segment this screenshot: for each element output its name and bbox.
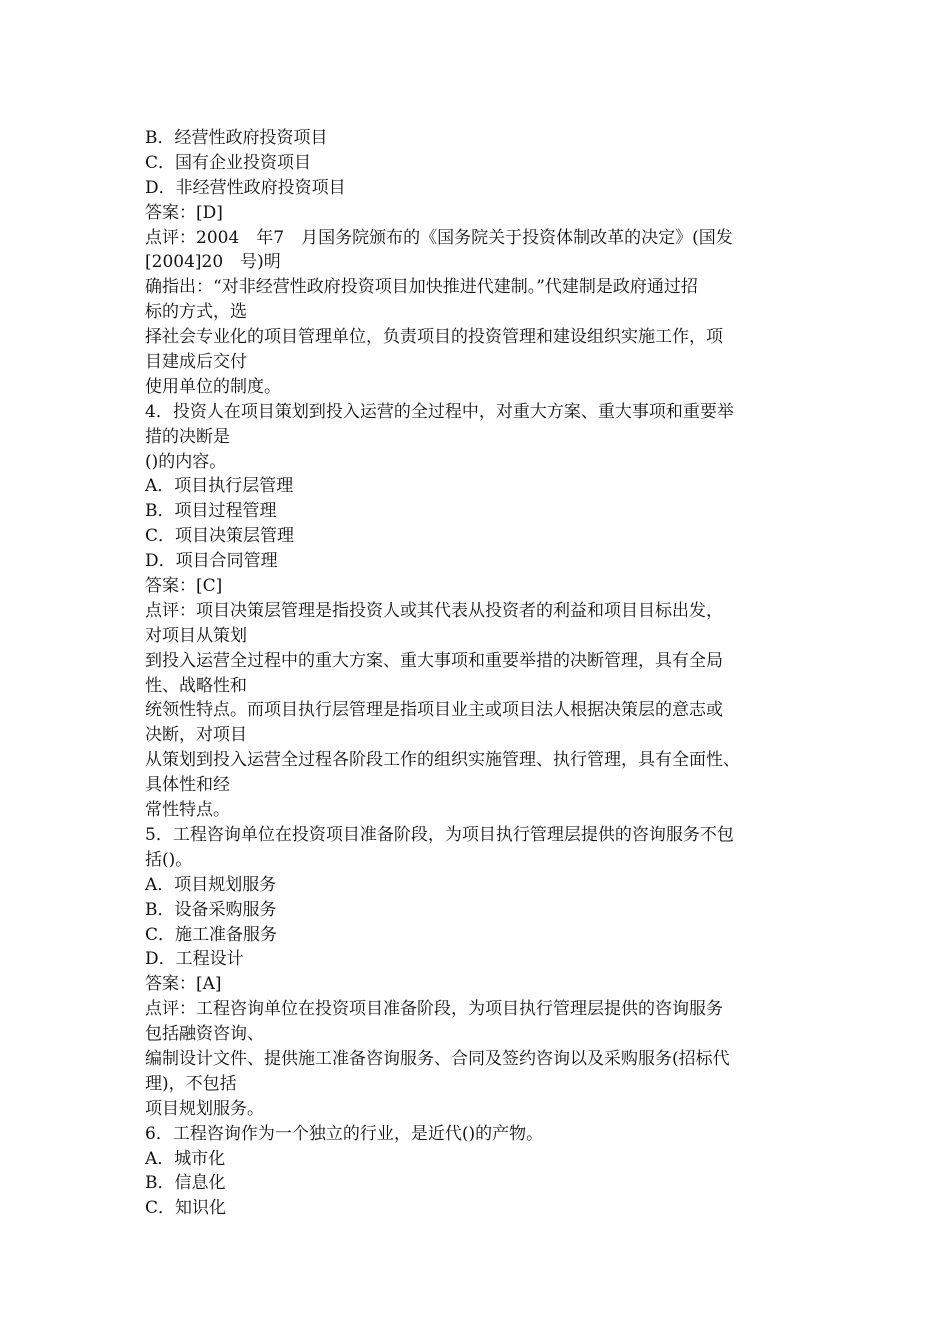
comment-line: 统领性特点。而项目执行层管理是指项目业主或项目法人根据决策层的意志或 (145, 700, 723, 721)
option-d: D．工程设计 (145, 949, 244, 970)
comment-line: 点评：工程咨询单位在投资项目准备阶段，为项目执行管理层提供的咨询服务 (145, 999, 723, 1020)
comment-line: 到投入运营全过程中的重大方案、重大事项和重要举措的决断管理，具有全局 (145, 650, 723, 671)
comment-line: 常性特点。 (145, 800, 230, 821)
option-d: D．非经营性政府投资项目 (145, 177, 346, 198)
option-d: D．项目合同管理 (145, 551, 278, 572)
option-a: A．项目执行层管理 (145, 476, 294, 497)
comment-line: 项目规划服务。 (145, 1098, 264, 1119)
comment-line: 确指出：“对非经营性政府投资项目加快推进代建制。”代建制是政府通过招 (145, 277, 698, 298)
comment-line: 点评：2004 年7 月国务院颁布的《国务院关于投资体制改革的决定》(国发 (145, 227, 733, 248)
option-c: C．国有企业投资项目 (145, 152, 312, 173)
option-c: C．施工准备服务 (145, 924, 278, 945)
comment-line: 目建成后交付 (145, 352, 247, 373)
question-4: 4．投资人在项目策划到投入运营的全过程中，对重大方案、重大事项和重要举 (145, 401, 734, 422)
option-b: B．经营性政府投资项目 (145, 128, 328, 148)
comment-line: 从策划到投入运营全过程各阶段工作的组织实施管理、执行管理，具有全面性、 (145, 750, 740, 771)
comment-line: 择社会专业化的项目管理单位，负责项目的投资管理和建设组织实施工作，项 (145, 327, 723, 348)
comment-line: 理)，不包括 (145, 1073, 237, 1094)
question-6: 6．工程咨询作为一个独立的行业，是近代()的产物。 (145, 1123, 544, 1144)
option-c: C．项目决策层管理 (145, 526, 295, 547)
comment-line: 编制设计文件、提供施工准备咨询服务、合同及签约咨询以及采购服务(招标代 (145, 1048, 730, 1069)
answer-line: 答案：[D] (145, 202, 223, 223)
comment-line: 对项目从策划 (145, 625, 247, 646)
option-b: B．设备采购服务 (145, 899, 277, 920)
comment-line: 点评：项目决策层管理是指投资人或其代表从投资者的利益和项目目标出发， (145, 600, 723, 621)
comment-line: 包括融资咨询、 (145, 1024, 264, 1045)
comment-line: 性、战略性和 (145, 675, 247, 696)
document-page (145, 126, 825, 1221)
option-a: A．项目规划服务 (145, 874, 277, 895)
comment-line: 决断，对项目 (145, 725, 247, 746)
option-a: A．城市化 (145, 1148, 226, 1169)
comment-line: [2004]20 号)明 (145, 252, 281, 273)
comment-line: 标的方式，选 (145, 302, 247, 323)
question-5-cont: 括()。 (145, 849, 193, 870)
comment-line: 具体性和经 (145, 775, 230, 796)
comment-line: 使用单位的制度。 (145, 376, 281, 397)
question-4-cont: ()的内容。 (145, 451, 227, 472)
option-c: C．知识化 (145, 1198, 227, 1219)
option-b: B．项目过程管理 (145, 501, 277, 522)
question-5: 5．工程咨询单位在投资项目准备阶段，为项目执行管理层提供的咨询服务不包 (145, 824, 734, 845)
option-b: B．信息化 (145, 1173, 226, 1194)
answer-line: 答案：[C] (145, 576, 223, 597)
question-4-cont: 措的决断是 (145, 426, 230, 447)
answer-line: 答案：[A] (145, 974, 222, 995)
